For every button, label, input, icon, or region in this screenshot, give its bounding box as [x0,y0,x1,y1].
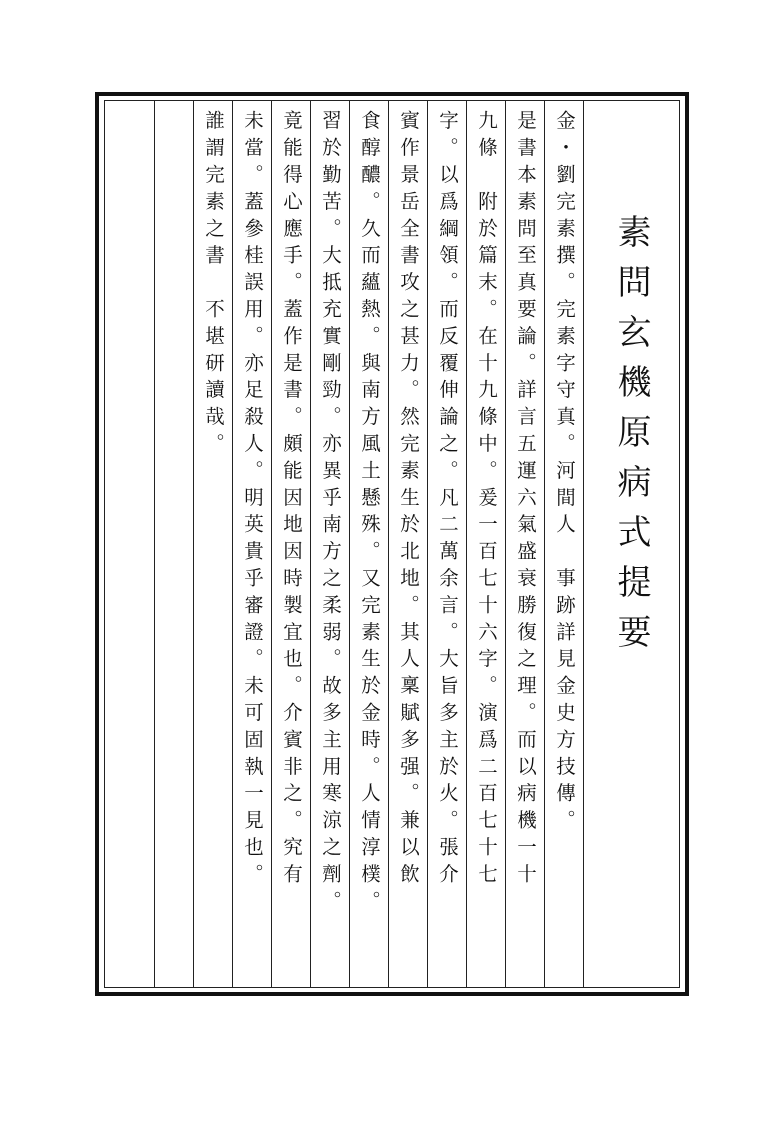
text-column: 食醇醲。久而蘊熱。與南方風土懸殊。又完素生於金時。人情淳樸。 [358,110,381,917]
text-column: 金・劉完素撰。完素字守真。河間人 事跡詳見金史方技傳。 [553,110,576,837]
text-column: 竟能得心應手。蓋作是書。頗能因地因時製宜也。介賓非之。究有 [280,110,303,891]
text-column: 賓作景岳全書攻之甚力。然完素生於北地。其人稟賦多强。兼以飲 [397,110,420,891]
text-column: 字。以爲綱領。而反覆伸論之。凡二萬余言。大旨多主於火。張介 [436,110,459,891]
page-title: 素問玄機原病式提要 [611,214,651,664]
text-column: 九條 附於篇末。在十九條中。爰一百七十六字。演爲二百七十七 [475,110,498,891]
text-column: 是書本素問至真要論。詳言五運六氣盛衰勝復之理。而以病機一十 [514,110,537,891]
column-rule [154,100,155,988]
text-column: 誰謂完素之書 不堪研讀哉。 [202,110,225,460]
column-rule [583,100,584,988]
text-column: 未當。蓋參桂誤用。亦足殺人。明英貴乎審證。未可固執一見也。 [241,110,264,891]
text-column: 習於勤苦。大抵充實剛勁。亦異乎南方之柔弱。故多主用寒涼之劑。 [319,110,342,917]
